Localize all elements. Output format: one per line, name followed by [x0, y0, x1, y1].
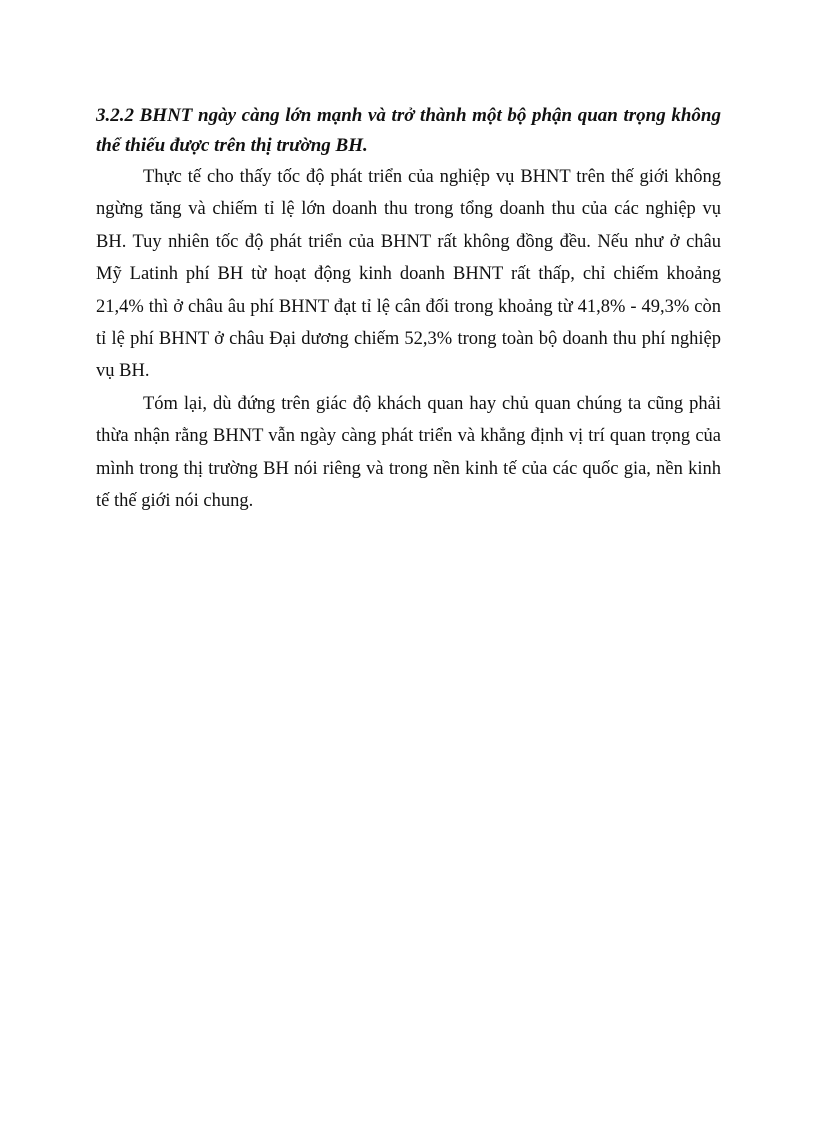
- section-heading-line-2: thể thiếu được trên thị trường BH.: [96, 135, 368, 156]
- section-heading-line-1: 3.2.2 BHNT ngày càng lớn mạnh và trở thành một bộ phận quan trọng không: [96, 105, 721, 126]
- paragraph-growth-rates: Thực tế cho thấy tốc độ phát triển của nghiệp vụ BHNT trên thế giới không ngừng tăng và chiếm tỉ lệ lớn doanh thu trong tổng doanh thu của các nghiệp vụ BH. Tuy nhiên tốc độ phát triển của BHNT rất không đồng đều. Nếu như ở châu Mỹ Latinh phí BH từ hoạt động kinh doanh BHNT rất thấp, chỉ chiếm khoảng 21,4% thì ở châu âu phí BHNT đạt tỉ lệ cân đối trong khoảng từ 41,8% - 49,3% còn tỉ lệ phí BHNT ở châu Đại dương chiếm 52,3% trong toàn bộ doanh thu phí nghiệp vụ BH.: [96, 167, 721, 382]
- paragraph-conclusion: Tóm lại, dù đứng trên giác độ khách quan hay chủ quan chúng ta cũng phải thừa nhận rằng BHNT vẫn ngày càng phát triển và khẳng định vị trí quan trọng của mình trong thị trường BH nói riêng và trong nền kinh tế của các quốc gia, nền kinh tế thế giới nói chung.: [96, 393, 721, 512]
- document-body: [96, 101, 721, 517]
- section-heading: [96, 101, 721, 161]
